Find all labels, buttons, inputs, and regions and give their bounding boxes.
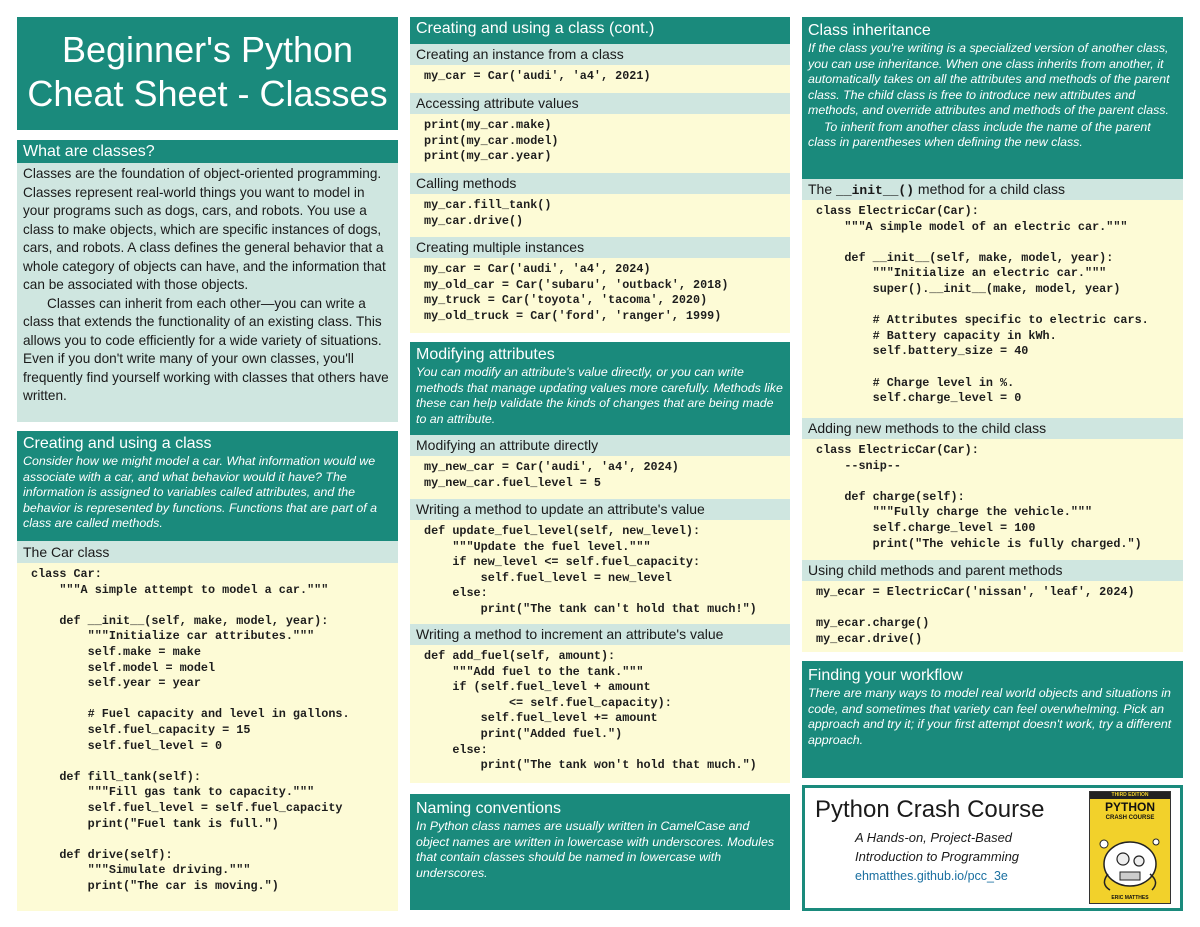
section-intro: If the class you're writing is a specialized version of another class, you can use inheritance. When one class inherits from another, it automatically takes on all the attributes and methods of the parent class. The child class is free to introduce new attributes and methods, and override attributes and methods of the parent class. [808,41,1170,117]
code-block [802,439,1183,560]
using-code: my_ecar = ElectricCar('nissan', 'leaf', 2024) my_ecar.charge() my_ecar.drive() [816,585,1135,646]
access-label: Accessing attribute values [410,93,790,114]
book-cover-image [1089,791,1171,904]
section-text: In Python class names are usually written in CamelCase and object names are written in lowercase with underscores. Modules that contain classes should be named in lowercase with underscores. [416,819,775,880]
page-title-line1: Beginner's Python [61,29,354,70]
creating-class-cont-section [410,17,790,333]
code-block [410,456,790,499]
increment-label: Writing a method to increment an attribute's value [410,624,790,645]
section-title: Modifying attributes [416,346,555,363]
code-block [410,520,790,624]
section-header [410,342,790,435]
code-block [410,65,790,93]
init-label-pre: The [808,181,837,197]
calling-label: Calling methods [410,173,790,194]
section-intro: You can modify an attribute's value directly, or you can write methods that manage updating values more carefully. Methods like these can help validate the kinds of changes that are being made to an attribute. [416,365,783,426]
section-text: There are many ways to model real world objects and situations in code, and sometimes that variety can feel overwhelming. Pick an approach and try it; if your first attempt doesn't work, try a different approach. [808,686,1172,747]
code-block [410,194,790,237]
code-block [410,258,790,333]
multiple-code: my_car = Car('audi', 'a4', 2024) my_old_car = Car('subaru', 'outback', 2018) my_truck = Car('toyota', 'tacoma', 2020) my_old_truck = Car('ford', 'ranger', 1999) [424,262,729,323]
inheritance-section [802,17,1183,652]
car-class-label: The Car class [17,541,398,563]
new-methods-label: Adding new methods to the child class [802,418,1183,439]
section-title: Creating and using a class (cont.) [410,17,790,44]
section-title: Creating and using a class [23,435,212,452]
section-header [17,431,398,541]
what-are-classes-section [17,140,398,422]
book-edition: THIRD EDITION [1090,792,1170,799]
book-author: ERIC MATTHES [1111,895,1149,901]
title-banner [17,17,398,130]
section-body [17,163,398,422]
section-title: Class inheritance [808,22,931,39]
access-code: print(my_car.make) print(my_car.model) print(my_car.year) [424,118,559,164]
naming-section [410,794,790,910]
code-block [410,114,790,173]
section-title: Finding your workflow [808,667,963,684]
multiple-label: Creating multiple instances [410,237,790,258]
section-intro: To inherit from another class include the name of the parent class in parentheses when defining the new class. [808,119,1151,149]
paragraph: Classes can inherit from each other—you can write a class that extends the functionality of an existing class. This allows you to code efficiently for a wide variety of situations. Even if you don't write many of your own classes, you'll frequently find yourself working with classes that others have written. [23,295,389,403]
instance-code: my_car = Car('audi', 'a4', 2021) [424,69,651,83]
section-title: What are classes? [17,140,398,163]
section-intro: Consider how we might model a car. What information would we associate with a car, and what behavior would it have? The information is assigned to variables called attributes, and the behavior is represented by functions. Functions that are part of a class are called methods. [23,454,378,530]
robot-illustration [1090,824,1170,894]
modifying-section [410,342,790,783]
init-label-post: method for a child class [914,181,1065,197]
code-block [802,200,1183,418]
init-code: class ElectricCar(Car): """A simple model of an electric car.""" def __init__(self, make, model, year): """Initialize an electric car.""" super().__init__(make, model, year) # Attributes specific to electric cars. # Battery capacity in kWh. self.battery_size = 40 # Charge level in %. self.charge_level = 0 [816,204,1149,406]
direct-label: Modifying an attribute directly [410,435,790,456]
book-ad [802,785,1183,911]
using-label: Using child methods and parent methods [802,560,1183,581]
creating-class-section [17,431,398,911]
page-title-line2: Cheat Sheet - Classes [27,73,388,114]
ad-subtitle: Introduction to Programming [855,849,1020,864]
ad-title: Python Crash Course [815,796,1045,823]
ad-subtitle: A Hands-on, Project-Based [855,830,1013,845]
init-label [802,179,1183,200]
instance-label: Creating an instance from a class [410,44,790,65]
book-title: PYTHON [1104,800,1155,814]
section-header [802,17,1183,179]
ad-url-link[interactable]: ehmatthes.github.io/pcc_3e [855,869,1008,883]
update-label: Writing a method to update an attribute's value [410,499,790,520]
new-methods-code: class ElectricCar(Car): --snip-- def charge(self): """Fully charge the vehicle.""" self.charge_level = 100 print("The vehicle is fully charged.") [816,443,1142,551]
section-title: Naming conventions [416,800,561,817]
paragraph: Classes are the foundation of object-oriented programming. Classes represent real-world things you want to model in your programs such as dogs, cars, and robots. You use a class to make objects, which are specific instances of dogs, cars, and robots. A class defines the general behavior that a whole category of objects can have, and the information that can be associated with those objects. [23,166,386,292]
update-code: def update_fuel_level(self, new_level): """Update the fuel level.""" if new_level <= self.fuel_capacity: self.fuel_level = new_level else: print("The tank can't hold that much!") [424,524,757,616]
increment-code: def add_fuel(self, amount): """Add fuel to the tank.""" if (self.fuel_level + amount <= self.fuel_capacity): self.fuel_level += amount print("Added fuel.") else: print("The tank won't hold that much.") [424,649,757,773]
direct-code: my_new_car = Car('audi', 'a4', 2024) my_new_car.fuel_level = 5 [424,460,679,490]
code-block [802,581,1183,652]
book-subtitle: CRASH COURSE [1105,815,1155,821]
calling-code: my_car.fill_tank() my_car.drive() [424,198,552,228]
code-block [410,645,790,783]
car-class-code: class Car: """A simple attempt to model a car.""" def __init__(self, make, model, year): """Initialize car attributes.""" self.make = make self.model = model self.year = year # Fuel capacity and level in gallons. self.fuel_capacity = 15 self.fuel_level = 0 def fill_tank(self): """Fill gas tank to capacity.""" self.fuel_level = self.fuel_capacity print("Fuel tank is full.") def drive(self): """Simulate driving.""" print("The car is moving.") [31,567,350,893]
init-label-code: __init__() [836,183,915,198]
workflow-section [802,661,1183,778]
code-block [17,563,398,911]
